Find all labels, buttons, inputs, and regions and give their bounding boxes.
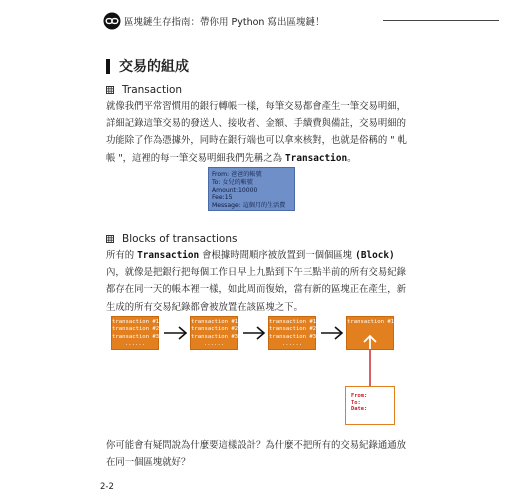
transaction-heading-text: Transaction: [122, 84, 183, 96]
tx-message: Message: 這個月的生活費: [212, 202, 286, 210]
stamp-from: From:: [351, 393, 368, 399]
tx-amount: Amount:10000: [212, 186, 258, 194]
tx-from: From: 爸爸的帳號: [212, 171, 262, 178]
stamp-to: To:: [351, 399, 361, 406]
block-tx-line: transaction #1: [269, 319, 317, 325]
paragraph-text: 會根據時間順序被放置到一個個區塊: [199, 250, 356, 261]
page-number: 2-2: [100, 482, 114, 492]
book-title: 區塊鏈生存指南：帶你用 Python 寫出區塊鏈！: [124, 17, 325, 28]
paragraph-text: 內，就像是把銀行把每個工作日早上九點到下午三點半前的所有交易紀錄都存在同一天的帳本裡一樣，如此周而復始，當有新的區塊正在產生，新生成的所有交易紀錄都會被放置在該區塊之下。: [106, 267, 407, 313]
right-arrow-icon: [243, 327, 264, 339]
code-term: Transaction: [137, 250, 200, 261]
stamp-date: Date:: [351, 406, 368, 413]
blocks-heading-text: Blocks of transactions: [122, 233, 238, 245]
tx-to: To: 女兒的帳號: [212, 178, 253, 186]
tx-fee: Fee:15: [212, 194, 233, 202]
block-header-stamp: [345, 386, 395, 425]
block-tx-line: transaction #2: [191, 326, 239, 333]
block-tx-line: ......: [124, 340, 146, 347]
block-tx-line: ......: [281, 340, 303, 347]
block-tx-line: transaction #2: [112, 326, 160, 333]
block-tx-line: transaction #3: [191, 333, 239, 340]
paragraph-text: 。: [347, 152, 357, 164]
paragraph-text: 就像我們平常習慣用的銀行轉帳一樣，每筆交易都會產生一筆交易明細，詳細記錄這筆交易的發送人、接收者、金額、手續費與備註，交易明細的功能除了作為憑據外，同時在銀行端也可以拿來核對，也就是俗稱的 " 軋帳 "，這裡的每一筆交易明細我們先稱之為: [106, 101, 407, 164]
block-tx-line: transaction #1: [112, 319, 160, 325]
up-arrow-icon: [364, 336, 376, 349]
right-arrow-icon: [321, 327, 342, 339]
block-tx-line: transaction #1: [347, 319, 395, 325]
block-tx-line: transaction #3: [112, 333, 160, 340]
closing-paragraph: 你可能會有疑問說為什麼要這樣設計？為什麼不把所有的交易紀錄通通放在同一個區塊就好？: [106, 440, 407, 469]
block-tx-line: transaction #1: [191, 319, 239, 325]
section-title-text: 交易的組成: [119, 59, 189, 75]
code-term: Transaction: [285, 152, 348, 164]
right-arrow-icon: [164, 327, 186, 339]
code-term: (Block): [355, 250, 395, 261]
block-tx-line: ......: [203, 340, 225, 347]
block-tx-line: transaction #3: [269, 333, 317, 340]
paragraph-text: 所有的: [106, 250, 138, 261]
block-tx-line: transaction #2: [269, 326, 317, 333]
